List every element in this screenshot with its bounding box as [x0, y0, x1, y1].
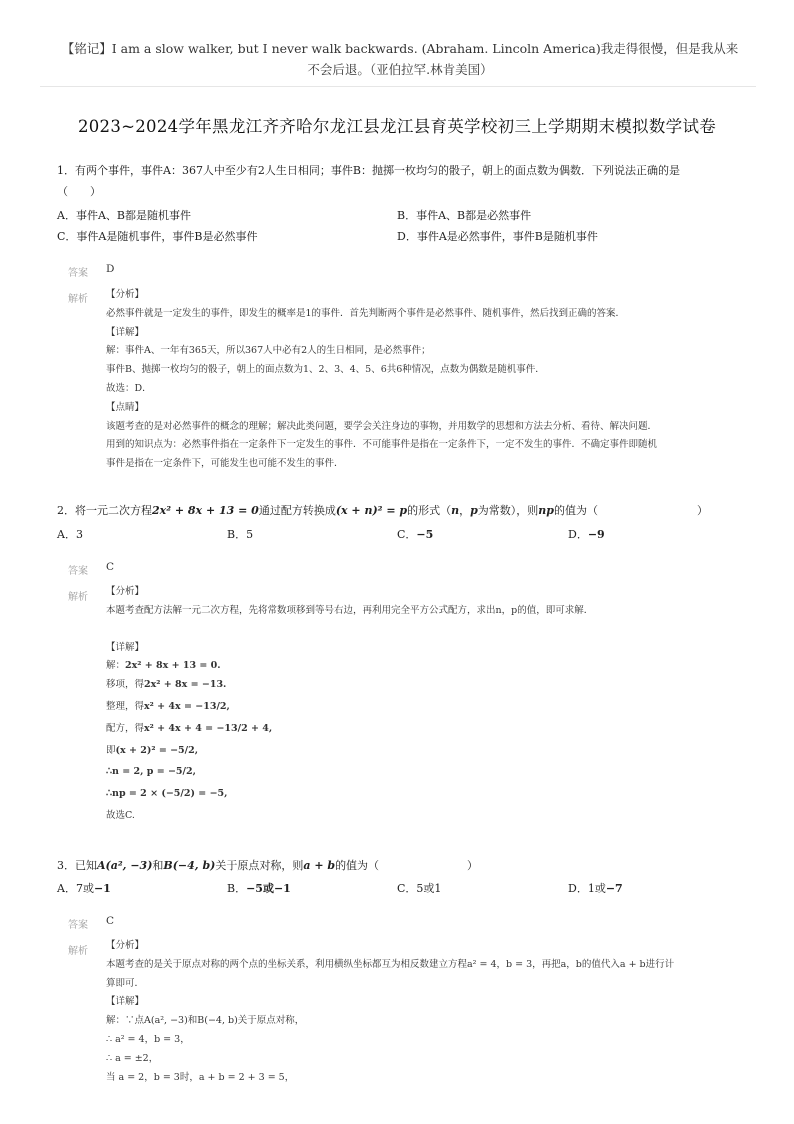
analysis-text: 算即可． — [106, 977, 145, 989]
option-value: −5或−1 — [246, 882, 291, 895]
question-3-analysis-label: 解析 — [68, 946, 88, 957]
solution-step — [106, 698, 726, 717]
step-math: ∴n = 2, p = −5/2, — [106, 766, 196, 778]
question-1-option-c: C．事件A是随机事件，事件B是必然事件 — [57, 230, 258, 243]
analysis-line: 该题考查的是对必然事件的概念的理解；解决此类问题，要学会关注身边的事物，并用数学的思想和方法去分析、看待、解决问题． — [106, 420, 658, 432]
analysis-line: 【详解】 — [106, 326, 145, 338]
stem-text: 的形式（ — [407, 504, 452, 517]
option-value: −9 — [587, 528, 605, 541]
step-math: 2x² + 8x = −13. — [144, 679, 227, 691]
solution-step — [106, 657, 726, 676]
question-3-option-a — [57, 880, 111, 896]
stem-text: 为常数），则 — [477, 504, 539, 517]
stem-text: 的值为（ ） — [335, 859, 479, 872]
step-math: 2x² + 8x + 13 = 0. — [125, 660, 221, 672]
header-divider — [40, 86, 756, 87]
motto-line-1: 【铭记】I am a slow walker, but I never walk backwards. (Abraham. Lincoln America)我走得很慢，但是我从来 — [61, 41, 739, 56]
step-text: 移项，得 — [106, 679, 145, 691]
stem-text: 通过配方转换成 — [258, 504, 336, 517]
step-text: 解： — [106, 660, 126, 672]
analysis-text: 本题考查的是关于原点对称的两个点的坐标关系，利用横纵坐标都互为相反数建立方程a² = 4，b = 3，再把a，b的值代入a + b进行计 — [106, 958, 675, 970]
analysis-head: 【分析】 — [106, 940, 145, 951]
question-3-stem — [57, 858, 478, 874]
analysis-line: 【点睛】 — [106, 401, 145, 413]
question-1-stem — [57, 163, 680, 179]
analysis-line: 事件是指在一定条件下，可能发生也可能不发生的事件． — [106, 458, 344, 470]
step-text: 配方，得 — [106, 722, 145, 734]
detail-head: 【详解】 — [106, 996, 145, 1008]
step-math: (x + 2)² = −5/2, — [115, 744, 199, 756]
question-3-answer: C — [106, 915, 115, 927]
point-b: B(−4, b) — [163, 859, 216, 872]
stem-text: ， — [459, 504, 471, 517]
step-math: x² + 4x + 4 = −13/2 + 4, — [144, 722, 273, 734]
step-text: 即 — [106, 744, 116, 756]
option-letter: B． — [227, 882, 247, 895]
question-2-stem — [57, 503, 708, 519]
question-2-analysis — [106, 583, 726, 826]
solution-step — [106, 785, 726, 804]
solution-step: 解：∵点A(a², −3)和B(−4, b)关于原点对称， — [106, 1015, 305, 1027]
motto-line-2: 不会后退。（亚伯拉罕.林肯美国） — [307, 62, 493, 77]
question-2-option-b: B．5 — [227, 528, 254, 541]
analysis-line: 用到的知识点为：必然事件指在一定条件下一定发生的事件．不可能事件是指在一定条件下，一定不发生的事件．不确定事件即随机 — [106, 439, 658, 451]
question-2-analysis-label: 解析 — [68, 592, 88, 603]
question-3-option-d — [568, 880, 623, 896]
step-math: ∴np = 2 × (−5/2) = −5, — [106, 788, 228, 800]
solution-step: ∴ a = ±2， — [106, 1052, 159, 1064]
stem-text: 3．已知 — [57, 859, 97, 872]
var-n: n — [451, 504, 460, 517]
detail-head: 【详解】 — [106, 641, 145, 653]
question-1-answer: D — [106, 263, 115, 275]
option-value: −5 — [416, 528, 434, 541]
question-2-option-c — [397, 526, 433, 542]
solution-step — [106, 676, 726, 695]
analysis-line: 事件B、抛掷一枚均匀的骰子，朝上的面点数为1、2、3、4、5、6共6种情况，点数为偶数是随机事件． — [106, 364, 545, 376]
option-letter: D． — [568, 528, 588, 541]
question-2-option-d — [568, 526, 605, 542]
conclusion: 故选C. — [106, 809, 135, 821]
analysis-head: 【分析】 — [106, 586, 145, 597]
question-3-analysis — [106, 937, 726, 1087]
analysis-text: 本题考查配方法解一元二次方程，先将常数项移到等号右边，再利用完全平方公式配方，求出n，p的值，即可求解． — [106, 604, 594, 616]
analysis-line: 解：事件A、一年有365天，所以367人中必有2人的生日相同，是必然事件； — [106, 345, 431, 357]
question-1-analysis — [106, 286, 726, 474]
expression-a-plus-b: a + b — [303, 859, 336, 872]
solution-step — [106, 720, 726, 739]
question-3-option-c: C．5或1 — [397, 882, 442, 895]
question-1-option-b: B．事件A、B都是必然事件 — [397, 209, 532, 222]
question-3-answer-label: 答案 — [68, 920, 88, 931]
question-1-answer-label: 答案 — [68, 268, 88, 279]
question-1-stem-line-2: （ ） — [57, 185, 101, 198]
analysis-line: 故选：D． — [106, 382, 152, 394]
var-np: np — [538, 504, 554, 517]
question-1-option-a: A．事件A、B都是随机事件 — [57, 209, 191, 222]
solution-step — [106, 763, 726, 782]
solution-step — [106, 742, 726, 761]
option-letter: C． — [397, 528, 417, 541]
analysis-line: 必然事件就是一定发生的事件，即发生的概率是1的事件．首先判断两个事件是必然事件、随机事件，然后找到正确的答案． — [106, 307, 626, 319]
equation-original: 2x² + 8x + 13 = 0 — [152, 504, 259, 517]
page-title: 2023~2024学年黑龙江齐齐哈尔龙江县龙江县育英学校初三上学期期末模拟数学试卷 — [77, 117, 717, 136]
stem-text: 关于原点对称，则 — [215, 859, 304, 872]
question-3-option-b — [227, 880, 291, 896]
question-2-option-a: A．3 — [57, 528, 83, 541]
option-value: −7 — [605, 882, 623, 895]
analysis-line: 【分析】 — [106, 289, 145, 300]
question-1-option-d: D．事件A是必然事件，事件B是随机事件 — [397, 230, 598, 243]
question-1-stem-line-1: 1．有两个事件，事件A：367人中至少有2人生日相同；事件B：抛掷一枚均匀的骰子，朝上的面点数为偶数．下列说法正确的是 — [57, 164, 681, 177]
point-a: A(a², −3) — [97, 859, 153, 872]
equation-target-form: (x + n)² = p — [335, 504, 408, 517]
header-motto — [40, 38, 760, 80]
step-text: 整理，得 — [106, 700, 145, 712]
solution-step: ∴ a² = 4，b = 3， — [106, 1033, 190, 1045]
option-letter: A．7或 — [57, 882, 94, 895]
question-2-answer: C — [106, 561, 115, 573]
stem-text: 2．将一元二次方程 — [57, 504, 152, 517]
solution-step: 当 a = 2，b = 3时，a + b = 2 + 3 = 5， — [106, 1071, 295, 1083]
stem-text: 和 — [152, 859, 164, 872]
var-p: p — [470, 504, 478, 517]
step-math: x² + 4x = −13/2, — [144, 700, 230, 712]
stem-text: 的值为（ ） — [553, 504, 708, 517]
question-1-analysis-label: 解析 — [68, 294, 88, 305]
question-2-answer-label: 答案 — [68, 566, 88, 577]
option-value: −1 — [93, 882, 111, 895]
option-letter: D．1或 — [568, 882, 606, 895]
